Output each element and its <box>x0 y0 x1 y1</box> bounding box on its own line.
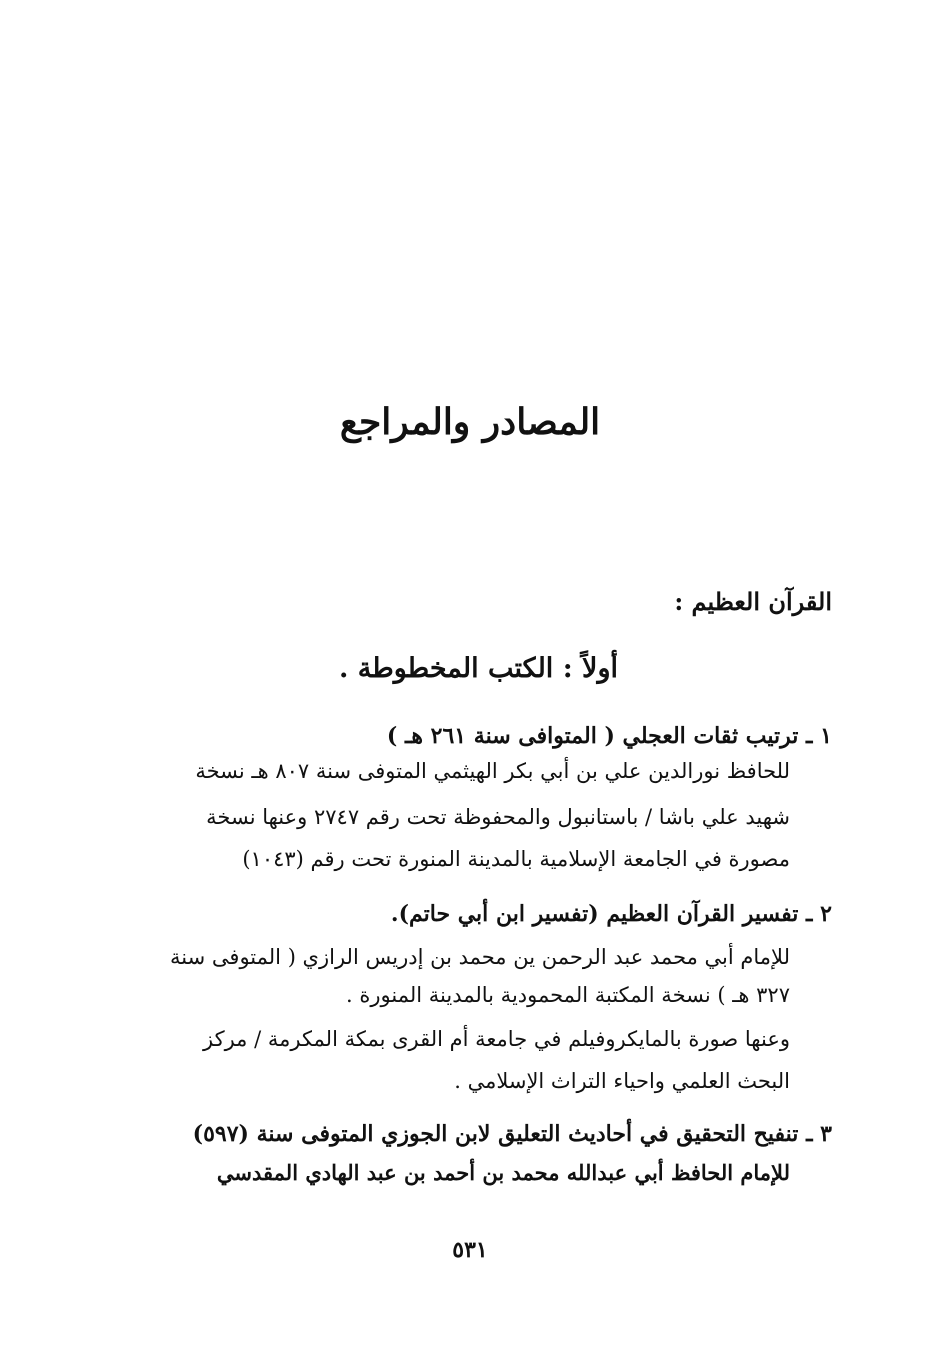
entry-3-title: ٣ ـ تنفيح التحقيق في أحاديث التعليق لابن الجوزي المتوفى سنة (٥٩٧) <box>192 1121 832 1147</box>
page-number: ٥٣١ <box>452 1237 488 1263</box>
entry-2-line-1: للإمام أبي محمد عبد الرحمن ين محمد بن إدريس الرازي ( المتوفى سنة <box>170 945 790 969</box>
entry-2-line-4: البحث العلمي واحياء التراث الإسلامي . <box>454 1069 790 1093</box>
entry-2-line-2: ٣٢٧ هـ ) نسخة المكتبة المحمودية بالمدينة المنورة . <box>346 983 790 1007</box>
entry-1-title: ١ ـ ترتيب ثقات العجلي ( المتوافى سنة ٢٦١ هـ ) <box>386 723 832 749</box>
section-heading: أولاً : الكتب المخطوطة . <box>338 653 618 684</box>
page-title: المصادر والمراجع <box>339 401 601 443</box>
entry-3-line-1: للإمام الحافظ أبي عبدالله محمد بن أحمد بن عبد الهادي المقدسي <box>216 1160 790 1185</box>
entry-1-line-1: للحافظ نورالدين علي بن أبي بكر الهيثمي المتوفى سنة ٨٠٧ هـ نسخة <box>195 759 790 783</box>
entry-2-line-3: وعنها صورة بالمايكروفيلم في جامعة أم القرى بمكة المكرمة / مركز <box>203 1027 790 1051</box>
entry-1-line-2: شهيد علي باشا / باستانبول والمحفوظة تحت رقم ٢٧٤٧ وعنها نسخة <box>206 805 790 829</box>
quran-label: القرآن العظيم : <box>674 587 832 616</box>
entry-2-title: ٢ ـ تفسير القرآن العظيم (تفسير ابن أبي حاتم). <box>390 901 832 927</box>
entry-1-line-3: مصورة في الجامعة الإسلامية بالمدينة المنورة تحت رقم (١٠٤٣) <box>242 847 790 871</box>
